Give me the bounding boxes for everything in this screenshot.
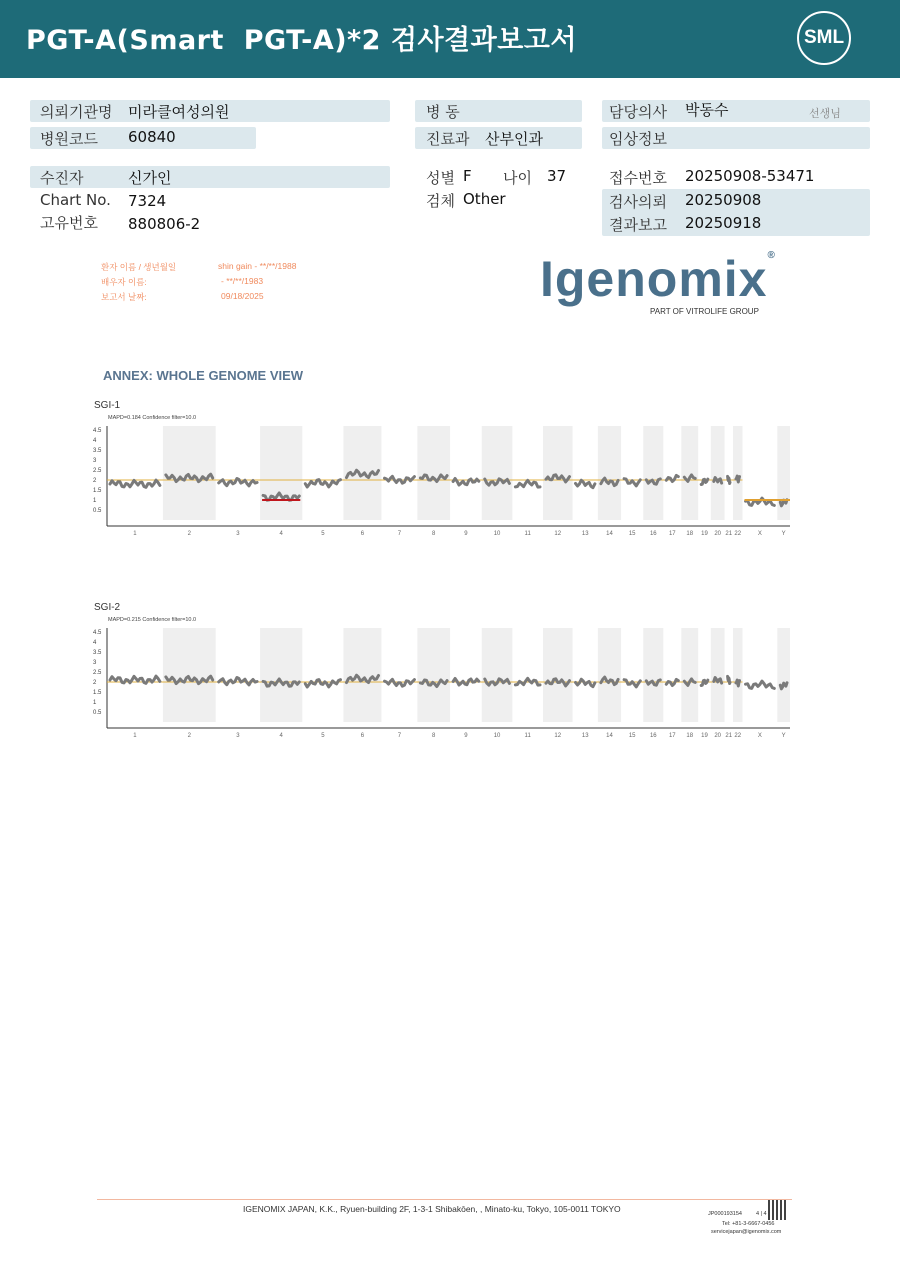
footer-divider (97, 1199, 792, 1200)
request-label: 검사의뢰 (609, 193, 667, 211)
ward-label: 병 동 (426, 103, 460, 121)
x-tick-label: 19 (701, 531, 708, 537)
chromosome-band (482, 628, 513, 722)
hospital-code-label: 병원코드 (40, 130, 98, 148)
patient-name-label: 환자 이름 / 생년월일 (101, 262, 177, 272)
doctor-label: 담당의사 (609, 103, 667, 121)
y-tick-label: 4.5 (93, 630, 102, 636)
copy-number-segment (453, 479, 479, 486)
x-tick-label: 14 (606, 733, 613, 739)
specimen-value: Other (463, 190, 506, 208)
x-tick-label: 1 (133, 733, 137, 739)
x-tick-label: 12 (554, 733, 562, 739)
chart-title: SGI-1 (94, 400, 121, 411)
doctor-suffix: 선생님 (809, 107, 841, 120)
y-tick-label: 2 (93, 478, 97, 484)
chromosome-band (777, 628, 790, 722)
x-tick-label: Y (781, 531, 786, 537)
x-tick-label: 16 (649, 733, 657, 739)
igenomix-tagline: PART OF VITROLIFE GROUP (650, 307, 759, 316)
chromosome-band (543, 426, 573, 520)
specimen-label: 검체 (426, 192, 455, 210)
copy-number-segment (385, 476, 415, 483)
partner-name-value: - **/**/1983 (221, 276, 264, 286)
chromosome-band (260, 628, 302, 722)
x-tick-label: 22 (734, 531, 742, 537)
y-tick-label: 3 (93, 458, 97, 464)
x-tick-label: 12 (554, 531, 562, 537)
y-tick-label: 2.5 (93, 468, 102, 474)
report-date-en-label: 보고서 날짜: (101, 292, 147, 302)
x-tick-label: 21 (725, 733, 733, 739)
y-tick-label: 0.5 (93, 710, 102, 716)
x-tick-label: 10 (493, 733, 501, 739)
copy-number-segment (746, 681, 775, 688)
chart-no-label: Chart No. (40, 191, 111, 209)
copy-number-segment (624, 680, 640, 687)
annex-title: ANNEX: WHOLE GENOME VIEW (103, 368, 304, 383)
x-tick-label: 11 (524, 531, 531, 537)
x-tick-label: 5 (321, 733, 325, 739)
x-tick-label: 20 (714, 733, 722, 739)
y-tick-label: 1.5 (93, 488, 102, 494)
chromosome-band (163, 628, 216, 722)
x-tick-label: 7 (397, 531, 402, 537)
y-tick-label: 2 (93, 680, 97, 686)
y-tick-label: 4 (93, 640, 97, 646)
report-header (0, 0, 900, 78)
copy-number-segment (219, 678, 257, 685)
report-date-label: 결과보고 (609, 216, 667, 234)
receipt-label: 접수번호 (609, 169, 667, 187)
footer-email: servicejapan@igenomix.com (711, 1229, 782, 1235)
age-value: 37 (547, 167, 567, 185)
x-tick-label: 11 (524, 733, 531, 739)
x-tick-label: 4 (279, 531, 283, 537)
department-label: 진료과 (426, 130, 470, 148)
x-tick-label: 15 (628, 733, 636, 739)
age-label: 나이 (503, 169, 532, 187)
x-tick-label: 13 (581, 733, 589, 739)
chromosome-band (681, 426, 698, 520)
chromosome-band (417, 628, 450, 722)
report-date-value: 20250918 (685, 214, 762, 232)
x-tick-label: 7 (397, 733, 402, 739)
footer-tel: Tel: +81-3-6667-0456 (722, 1221, 775, 1227)
x-tick-label: 9 (464, 733, 468, 739)
y-tick-label: 3.5 (93, 448, 102, 454)
x-tick-label: 3 (236, 531, 240, 537)
copy-number-segment (701, 680, 708, 685)
x-tick-label: 15 (628, 531, 636, 537)
copy-number-segment (305, 680, 340, 687)
institution-label: 의뢰기관명 (40, 103, 113, 121)
chart-no-value: 7324 (128, 192, 167, 210)
genome-charts (0, 380, 900, 1140)
x-tick-label: 8 (432, 531, 436, 537)
x-tick-label: 2 (187, 531, 192, 537)
y-tick-label: 3.5 (93, 650, 102, 656)
x-tick-label: 17 (668, 733, 676, 739)
patient-value: 신가인 (128, 169, 172, 187)
chromosome-band (643, 426, 663, 520)
qr-code-icon (768, 1200, 788, 1220)
copy-number-segment (385, 679, 415, 686)
logo-text: SML (803, 27, 845, 48)
chart-subtitle: MAPD=0.184 Confidence filter=10.0 (108, 415, 197, 421)
sex-value: F (463, 167, 472, 185)
x-tick-label: 8 (432, 733, 436, 739)
x-tick-label: X (757, 531, 762, 537)
sml-logo (797, 11, 851, 65)
footer-page: 4 | 4 (756, 1211, 767, 1217)
patient-name-value: shin gain - **/**/1988 (218, 261, 297, 271)
department-value: 산부인과 (485, 130, 543, 148)
y-tick-label: 3 (93, 660, 97, 666)
request-value: 20250908 (685, 191, 762, 209)
chromosome-band (343, 628, 381, 722)
x-tick-label: 20 (714, 531, 722, 537)
clinical-label: 임상정보 (609, 130, 667, 148)
institution-value: 미라클여성의원 (128, 103, 230, 121)
chart-subtitle: MAPD=0.215 Confidence filter=10.0 (108, 617, 197, 623)
x-tick-label: 10 (493, 531, 501, 537)
x-tick-label: 3 (236, 733, 240, 739)
x-tick-label: 21 (725, 531, 733, 537)
report-title: PGT-A(Smart PGT-A)*2 검사결과보고서 (26, 25, 577, 56)
x-tick-label: 18 (686, 531, 694, 537)
x-tick-label: 6 (360, 531, 365, 537)
x-tick-label: 22 (734, 733, 742, 739)
copy-number-segment (576, 480, 595, 488)
chromosome-band (733, 426, 743, 520)
id-value: 880806-2 (128, 215, 201, 233)
chromosome-band (260, 426, 302, 520)
chromosome-band (163, 426, 216, 520)
registered-mark: ® (767, 250, 776, 261)
copy-number-segment (666, 475, 678, 481)
x-tick-label: 4 (279, 733, 283, 739)
x-tick-label: Y (781, 733, 786, 739)
x-tick-label: 17 (668, 531, 676, 537)
y-tick-label: 4 (93, 438, 97, 444)
copy-number-segment (728, 476, 730, 483)
x-tick-label: 6 (360, 733, 365, 739)
copy-number-segment (305, 480, 340, 487)
hospital-code-value: 60840 (128, 128, 176, 146)
chromosome-band (643, 628, 663, 722)
patient-label: 수진자 (40, 169, 84, 187)
x-tick-label: 19 (701, 733, 708, 739)
chromosome-band (777, 426, 790, 520)
sex-label: 성별 (426, 169, 455, 187)
chromosome-band (417, 426, 450, 520)
y-tick-label: 2.5 (93, 670, 102, 676)
y-tick-label: 1.5 (93, 690, 102, 696)
chromosome-band (598, 426, 621, 520)
footer-address: IGENOMIX JAPAN, K.K., Ryuen-building 2F, 1-3-1 Shibakōen, , Minato-ku, Tokyo, 105-0011 TOKYO (243, 1204, 621, 1214)
chromosome-band (543, 628, 573, 722)
copy-number-segment (576, 679, 595, 687)
y-tick-label: 1 (93, 700, 97, 706)
x-tick-label: X (757, 733, 762, 739)
x-tick-label: 18 (686, 733, 694, 739)
x-tick-label: 1 (133, 531, 137, 537)
receipt-value: 20250908-53471 (685, 167, 815, 185)
partner-name-label: 배우자 이름: (101, 277, 147, 287)
copy-number-segment (515, 480, 540, 487)
x-tick-label: 5 (321, 531, 325, 537)
chromosome-band (733, 628, 743, 722)
id-label: 고유번호 (40, 214, 98, 232)
x-tick-label: 16 (649, 531, 657, 537)
chart-title: SGI-2 (94, 602, 121, 613)
report-date-en-value: 09/18/2025 (221, 291, 264, 301)
x-tick-label: 14 (606, 531, 613, 537)
igenomix-logo (540, 250, 776, 308)
chromosome-band (681, 628, 698, 722)
chromosome-band (482, 426, 513, 520)
y-tick-label: 0.5 (93, 508, 102, 514)
chromosome-band (711, 426, 725, 520)
footer-doc-id: JP000193154 (708, 1211, 742, 1217)
copy-number-segment (110, 480, 160, 487)
y-tick-label: 4.5 (93, 428, 102, 434)
x-tick-label: 2 (187, 733, 192, 739)
igenomix-name: Igenomix (540, 251, 768, 307)
chromosome-band (598, 628, 621, 722)
x-tick-label: 13 (581, 531, 589, 537)
copy-number-segment (701, 479, 708, 484)
x-tick-label: 9 (464, 531, 468, 537)
doctor-value: 박동수 (685, 101, 729, 119)
y-tick-label: 1 (93, 498, 97, 504)
patient-row (30, 166, 390, 188)
chromosome-band (711, 628, 725, 722)
